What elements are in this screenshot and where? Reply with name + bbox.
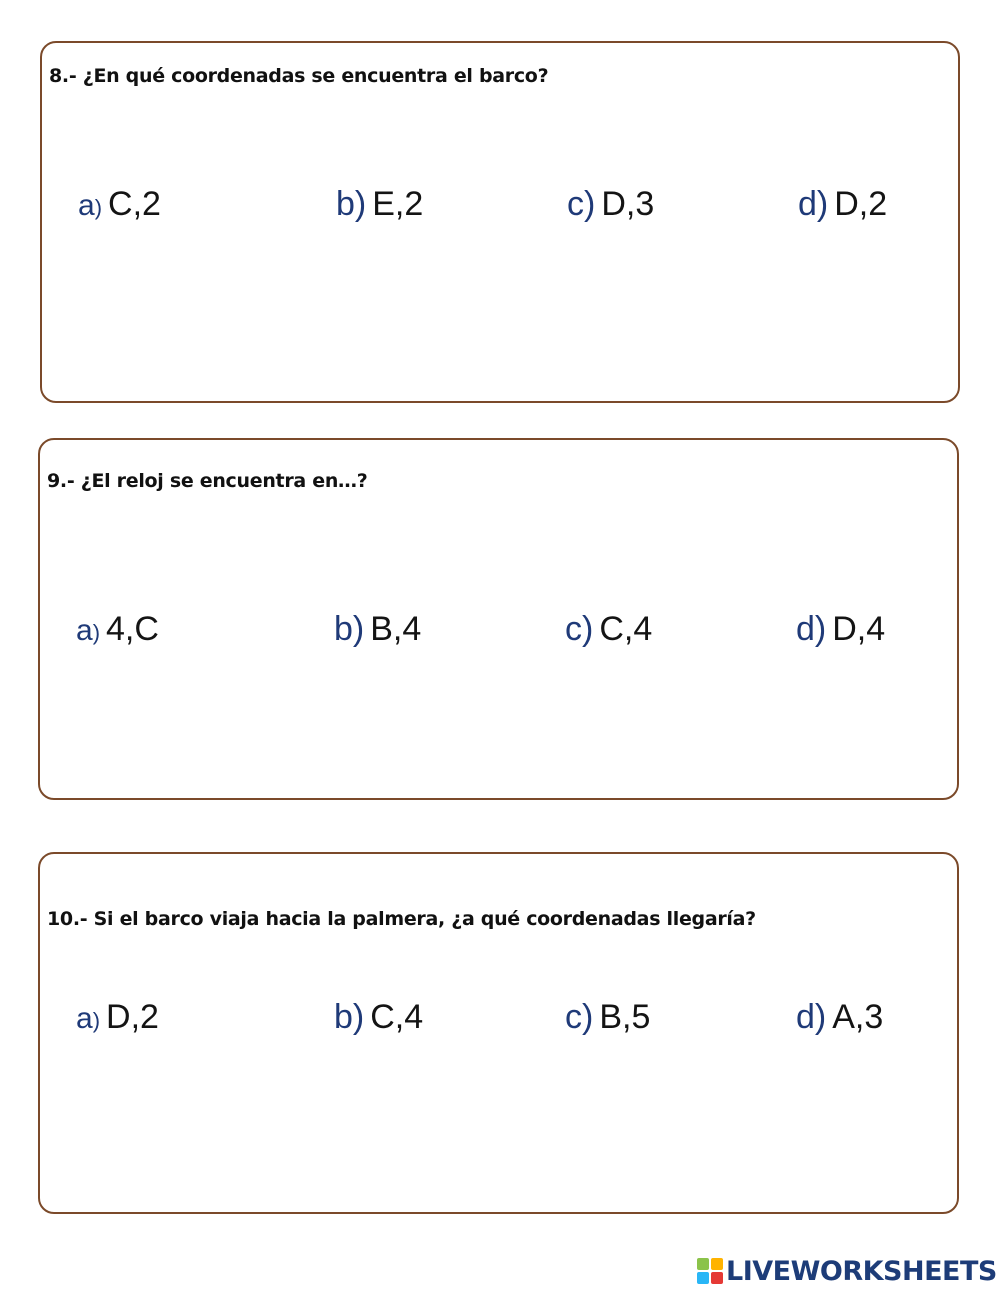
option-letter: c) (567, 185, 596, 223)
question-10-options (40, 997, 957, 1047)
option-value: D,3 (601, 185, 655, 223)
option-value: D,4 (832, 610, 886, 648)
question-9-option-a[interactable] (76, 609, 159, 653)
option-value: B,5 (599, 998, 651, 1036)
option-letter: d) (796, 998, 827, 1036)
question-8-options (42, 184, 958, 234)
option-letter: a) (78, 189, 103, 222)
option-letter: d) (796, 610, 827, 648)
option-letter: b) (336, 185, 367, 223)
option-letter: a) (76, 1002, 101, 1035)
option-value: A,3 (832, 998, 884, 1036)
option-letter: c) (565, 998, 594, 1036)
question-10-option-a[interactable] (76, 997, 159, 1041)
option-letter: b) (334, 610, 365, 648)
option-value: 4,C (106, 610, 159, 648)
question-10-option-b[interactable] (334, 997, 423, 1037)
question-10-box (38, 852, 959, 1214)
question-9-option-b[interactable] (334, 609, 421, 649)
option-value: C,4 (370, 998, 424, 1036)
option-letter: d) (798, 185, 829, 223)
option-letter: b) (334, 998, 365, 1036)
question-9-option-d[interactable] (796, 609, 885, 649)
option-value: D,2 (834, 185, 888, 223)
option-value: E,2 (372, 185, 424, 223)
option-letter: c) (565, 610, 594, 648)
liveworksheets-logo (697, 1254, 997, 1288)
option-value: D,2 (106, 998, 159, 1036)
question-10-option-c[interactable] (565, 997, 650, 1037)
question-9-box (38, 438, 959, 800)
question-8-option-c[interactable] (567, 184, 654, 224)
option-letter: a) (76, 614, 101, 647)
question-9-text: 9.- ¿El reloj se encuentra en…? (47, 470, 368, 492)
question-8-option-a[interactable] (78, 184, 161, 228)
question-8-box (40, 41, 960, 403)
logo-text: LIVEWORKSHEETS (726, 1255, 997, 1287)
question-9-option-c[interactable] (565, 609, 652, 649)
question-9-options (40, 609, 957, 659)
logo-mark-icon (697, 1258, 723, 1284)
option-value: C,2 (108, 185, 161, 223)
question-8-text: 8.- ¿En qué coordenadas se encuentra el barco? (49, 65, 549, 87)
option-value: B,4 (370, 610, 422, 648)
option-value: C,4 (599, 610, 653, 648)
question-10-text: 10.- Si el barco viaja hacia la palmera, ¿a qué coordenadas llegaría? (47, 908, 756, 930)
question-8-option-b[interactable] (336, 184, 423, 224)
question-10-option-d[interactable] (796, 997, 883, 1037)
question-8-option-d[interactable] (798, 184, 887, 224)
